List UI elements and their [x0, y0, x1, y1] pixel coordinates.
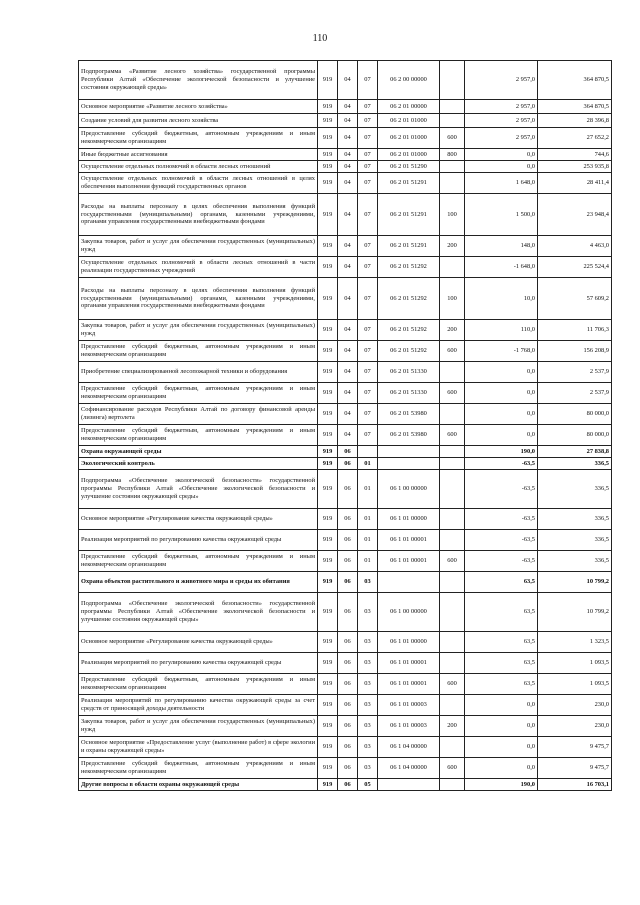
row-name: Предоставление субсидий бюджетным, автономным учреждениям и иным некоммерческим организациям [79, 341, 318, 362]
row-subsection-code: 03 [358, 653, 378, 674]
row-target-code: 06 1 01 00001 [378, 653, 440, 674]
row-section-code: 04 [338, 128, 358, 149]
row-target-code: 06 2 01 51292 [378, 320, 440, 341]
row-amount-change: 0,0 [465, 404, 538, 425]
row-section-code: 06 [338, 458, 358, 470]
table-row [79, 425, 612, 446]
row-expense-type [440, 100, 465, 114]
row-gr-code: 919 [318, 257, 338, 278]
row-expense-type [440, 695, 465, 716]
row-name: Предоставление субсидий бюджетным, автономным учреждениям и иным некоммерческим организациям [79, 383, 318, 404]
table-row [79, 341, 612, 362]
row-expense-type [440, 114, 465, 128]
row-amount-total: 364 870,5 [538, 100, 612, 114]
row-name: Другие вопросы в области охраны окружающей среды [79, 779, 318, 791]
row-target-code: 06 1 01 00003 [378, 695, 440, 716]
row-target-code: 06 2 01 51292 [378, 257, 440, 278]
row-gr-code: 919 [318, 194, 338, 236]
row-expense-type [440, 61, 465, 100]
row-amount-total: 2 537,9 [538, 383, 612, 404]
row-name: Иные бюджетные ассигнования [79, 149, 318, 161]
row-amount-change: 0,0 [465, 383, 538, 404]
row-gr-code: 919 [318, 737, 338, 758]
row-name: Охрана окружающей среды [79, 446, 318, 458]
row-amount-change: 2 957,0 [465, 61, 538, 100]
row-subsection-code: 07 [358, 320, 378, 341]
row-amount-total: 10 799,2 [538, 572, 612, 593]
row-section-code: 06 [338, 632, 358, 653]
row-gr-code: 919 [318, 320, 338, 341]
row-subsection-code: 07 [358, 278, 378, 320]
table-row [79, 161, 612, 173]
table-row [79, 779, 612, 791]
table-row [79, 278, 612, 320]
row-name: Предоставление субсидий бюджетным, автономным учреждениям и иным некоммерческим организациям [79, 551, 318, 572]
row-amount-change: 110,0 [465, 320, 538, 341]
row-subsection-code: 07 [358, 383, 378, 404]
row-subsection-code: 07 [358, 161, 378, 173]
row-amount-change: -63,5 [465, 470, 538, 509]
row-subsection-code: 07 [358, 114, 378, 128]
row-name: Основное мероприятие «Регулирование качества окружающей среды» [79, 632, 318, 653]
row-expense-type: 600 [440, 551, 465, 572]
table-row [79, 632, 612, 653]
row-target-code: 06 1 01 00003 [378, 716, 440, 737]
row-section-code: 06 [338, 593, 358, 632]
row-subsection-code: 03 [358, 695, 378, 716]
row-expense-type: 600 [440, 128, 465, 149]
row-amount-total: 28 411,4 [538, 173, 612, 194]
row-target-code: 06 1 04 00000 [378, 737, 440, 758]
row-amount-total: 230,0 [538, 716, 612, 737]
table-row [79, 383, 612, 404]
row-amount-change: -63,5 [465, 509, 538, 530]
row-expense-type: 200 [440, 320, 465, 341]
row-amount-total: 1 323,5 [538, 632, 612, 653]
row-section-code: 06 [338, 470, 358, 509]
row-section-code: 06 [338, 551, 358, 572]
row-gr-code: 919 [318, 458, 338, 470]
row-amount-change: 1 648,0 [465, 173, 538, 194]
table-row [79, 257, 612, 278]
table-row [79, 404, 612, 425]
row-target-code: 06 2 01 53980 [378, 425, 440, 446]
row-expense-type: 200 [440, 236, 465, 257]
table-row [79, 320, 612, 341]
row-gr-code: 919 [318, 404, 338, 425]
table-row [79, 530, 612, 551]
row-amount-total: 364 870,5 [538, 61, 612, 100]
row-section-code: 04 [338, 173, 358, 194]
row-target-code [378, 779, 440, 791]
row-section-code: 04 [338, 383, 358, 404]
row-section-code: 06 [338, 572, 358, 593]
row-subsection-code: 01 [358, 470, 378, 509]
row-section-code: 04 [338, 149, 358, 161]
row-subsection-code: 05 [358, 779, 378, 791]
row-amount-total: 23 948,4 [538, 194, 612, 236]
row-amount-total: 28 396,8 [538, 114, 612, 128]
row-gr-code: 919 [318, 236, 338, 257]
row-amount-change: 0,0 [465, 362, 538, 383]
row-amount-total: 27 838,8 [538, 446, 612, 458]
row-name: Подпрограмма «Обеспечение экологической безопасности» государственной программы Республики Алтай «Обеспечение экологической безопасности и улучшение состояния окружающей среды» [79, 593, 318, 632]
row-expense-type [440, 509, 465, 530]
row-name: Осуществление отдельных полномочий в области лесных отношений в части реализации государственных учреждений [79, 257, 318, 278]
row-amount-total: 336,5 [538, 470, 612, 509]
row-name: Предоставление субсидий бюджетным, автономным учреждениям и иным некоммерческим организациям [79, 128, 318, 149]
row-section-code: 04 [338, 61, 358, 100]
row-subsection-code: 07 [358, 404, 378, 425]
row-target-code: 06 2 01 53980 [378, 404, 440, 425]
row-expense-type [440, 737, 465, 758]
table-row [79, 446, 612, 458]
row-name: Создание условий для развития лесного хозяйства [79, 114, 318, 128]
row-amount-total: 744,6 [538, 149, 612, 161]
row-expense-type [440, 257, 465, 278]
row-gr-code: 919 [318, 446, 338, 458]
row-target-code: 06 1 04 00000 [378, 758, 440, 779]
row-amount-change: -1 648,0 [465, 257, 538, 278]
table-row [79, 572, 612, 593]
row-expense-type [440, 470, 465, 509]
row-amount-change: 63,5 [465, 593, 538, 632]
row-amount-change: 10,0 [465, 278, 538, 320]
row-gr-code: 919 [318, 572, 338, 593]
row-name: Охрана объектов растительного и животного мира и среды их обитания [79, 572, 318, 593]
page-number: 110 [312, 33, 328, 44]
row-target-code [378, 458, 440, 470]
row-target-code: 06 2 01 00000 [378, 100, 440, 114]
row-amount-total: 16 703,1 [538, 779, 612, 791]
row-gr-code: 919 [318, 530, 338, 551]
row-subsection-code: 07 [358, 341, 378, 362]
row-expense-type [440, 446, 465, 458]
table-row [79, 362, 612, 383]
row-amount-change: -63,5 [465, 458, 538, 470]
row-name: Реализация мероприятий по регулированию качества окружающей среды [79, 653, 318, 674]
row-subsection-code: 07 [358, 128, 378, 149]
row-gr-code: 919 [318, 100, 338, 114]
row-expense-type: 100 [440, 194, 465, 236]
row-target-code [378, 446, 440, 458]
row-expense-type: 600 [440, 758, 465, 779]
row-target-code: 06 2 01 01000 [378, 149, 440, 161]
row-section-code: 04 [338, 161, 358, 173]
row-amount-change: 0,0 [465, 425, 538, 446]
row-section-code: 06 [338, 674, 358, 695]
table-row [79, 61, 612, 100]
table-row [79, 128, 612, 149]
row-expense-type [440, 161, 465, 173]
row-target-code: 06 1 01 00001 [378, 530, 440, 551]
row-target-code: 06 2 01 51290 [378, 161, 440, 173]
row-amount-total: 4 463,0 [538, 236, 612, 257]
row-name: Реализация мероприятий по регулированию качества окружающей среды [79, 530, 318, 551]
table-row [79, 509, 612, 530]
row-name: Осуществление отдельных полномочий в области лесных отношений в целях обеспечения выполнения функций государственных органов [79, 173, 318, 194]
row-gr-code: 919 [318, 161, 338, 173]
row-section-code: 06 [338, 695, 358, 716]
row-section-code: 06 [338, 779, 358, 791]
row-target-code [378, 572, 440, 593]
row-expense-type [440, 458, 465, 470]
row-gr-code: 919 [318, 509, 338, 530]
row-name: Закупка товаров, работ и услуг для обеспечения государственных (муниципальных) нужд [79, 716, 318, 737]
row-amount-change: 148,0 [465, 236, 538, 257]
row-section-code: 06 [338, 530, 358, 551]
row-subsection-code: 07 [358, 149, 378, 161]
row-gr-code: 919 [318, 779, 338, 791]
row-amount-change: 63,5 [465, 653, 538, 674]
row-section-code: 04 [338, 341, 358, 362]
row-gr-code: 919 [318, 653, 338, 674]
row-gr-code: 919 [318, 173, 338, 194]
row-amount-change: 0,0 [465, 161, 538, 173]
row-amount-total: 9 475,7 [538, 737, 612, 758]
row-amount-total: 336,5 [538, 509, 612, 530]
row-name: Предоставление субсидий бюджетным, автономным учреждениям и иным некоммерческим организациям [79, 758, 318, 779]
row-target-code: 06 2 01 51330 [378, 362, 440, 383]
row-amount-total: 1 093,5 [538, 674, 612, 695]
row-section-code: 06 [338, 653, 358, 674]
table-row [79, 593, 612, 632]
row-section-code: 06 [338, 716, 358, 737]
row-gr-code: 919 [318, 278, 338, 320]
row-subsection-code: 07 [358, 173, 378, 194]
row-name: Основное мероприятие «Развитие лесного хозяйства» [79, 100, 318, 114]
row-target-code: 06 1 01 00000 [378, 509, 440, 530]
row-amount-total: 80 000,0 [538, 404, 612, 425]
row-amount-change: 0,0 [465, 737, 538, 758]
row-gr-code: 919 [318, 758, 338, 779]
row-section-code: 04 [338, 362, 358, 383]
row-amount-total: 336,5 [538, 458, 612, 470]
row-gr-code: 919 [318, 674, 338, 695]
row-amount-change: 0,0 [465, 716, 538, 737]
row-amount-change: 190,0 [465, 446, 538, 458]
row-subsection-code: 07 [358, 257, 378, 278]
row-section-code: 04 [338, 100, 358, 114]
row-gr-code: 919 [318, 632, 338, 653]
row-name: Подпрограмма «Обеспечение экологической безопасности» государственной программы Республики Алтай «Обеспечение экологической безопасности и улучшение состояния окружающей среды» [79, 470, 318, 509]
row-section-code: 06 [338, 446, 358, 458]
row-subsection-code: 07 [358, 362, 378, 383]
row-expense-type [440, 653, 465, 674]
row-target-code: 06 1 01 00001 [378, 551, 440, 572]
row-target-code: 06 1 00 00000 [378, 470, 440, 509]
row-name: Софинансирование расходов Республики Алтай по договору финансовой аренды (лизинга) вертолета [79, 404, 318, 425]
row-name: Предоставление субсидий бюджетным, автономным учреждениям и иным некоммерческим организациям [79, 425, 318, 446]
row-gr-code: 919 [318, 114, 338, 128]
table-row [79, 114, 612, 128]
row-gr-code: 919 [318, 362, 338, 383]
row-expense-type [440, 572, 465, 593]
row-gr-code: 919 [318, 128, 338, 149]
table-row [79, 173, 612, 194]
row-target-code: 06 2 01 51291 [378, 173, 440, 194]
table-row [79, 470, 612, 509]
table-row [79, 695, 612, 716]
row-subsection-code: 07 [358, 100, 378, 114]
row-amount-change: 0,0 [465, 695, 538, 716]
row-expense-type: 600 [440, 674, 465, 695]
row-amount-total: 156 208,9 [538, 341, 612, 362]
row-amount-total: 9 475,7 [538, 758, 612, 779]
row-expense-type [440, 530, 465, 551]
row-name: Расходы на выплаты персоналу в целях обеспечения выполнения функций государственными (муниципальными) органами, казенными учреждениями, органами управления государственными внебюджетными фондами [79, 278, 318, 320]
row-amount-total: 253 935,8 [538, 161, 612, 173]
row-amount-change: -63,5 [465, 530, 538, 551]
row-amount-change: 190,0 [465, 779, 538, 791]
row-expense-type [440, 362, 465, 383]
table-row [79, 653, 612, 674]
row-gr-code: 919 [318, 593, 338, 632]
row-name: Основное мероприятие «Регулирование качества окружающей среды» [79, 509, 318, 530]
row-section-code: 06 [338, 737, 358, 758]
row-amount-change: 2 957,0 [465, 128, 538, 149]
row-subsection-code [358, 446, 378, 458]
row-target-code: 06 1 01 00000 [378, 632, 440, 653]
row-target-code: 06 2 01 51291 [378, 194, 440, 236]
row-amount-total: 27 652,2 [538, 128, 612, 149]
row-amount-total: 2 537,9 [538, 362, 612, 383]
row-name: Основное мероприятие «Предоставление услуг (выполнение работ) в сфере экологии и охраны окружающей среды» [79, 737, 318, 758]
row-gr-code: 919 [318, 341, 338, 362]
row-subsection-code: 07 [358, 236, 378, 257]
row-section-code: 04 [338, 404, 358, 425]
row-gr-code: 919 [318, 551, 338, 572]
row-amount-total: 10 799,2 [538, 593, 612, 632]
row-section-code: 04 [338, 257, 358, 278]
row-amount-change: 63,5 [465, 572, 538, 593]
row-section-code: 04 [338, 236, 358, 257]
row-expense-type [440, 779, 465, 791]
table-row [79, 194, 612, 236]
row-target-code: 06 2 01 01000 [378, 128, 440, 149]
row-target-code: 06 1 01 00001 [378, 674, 440, 695]
row-amount-change: 63,5 [465, 674, 538, 695]
table-row [79, 716, 612, 737]
table-row [79, 236, 612, 257]
row-section-code: 04 [338, 425, 358, 446]
row-name: Расходы на выплаты персоналу в целях обеспечения выполнения функций государственными (муниципальными) органами, казенными учреждениями, органами управления государственными внебюджетными фондами [79, 194, 318, 236]
table-row [79, 458, 612, 470]
row-subsection-code: 03 [358, 632, 378, 653]
row-subsection-code: 07 [358, 425, 378, 446]
table-row [79, 674, 612, 695]
row-expense-type: 600 [440, 425, 465, 446]
row-target-code: 06 2 00 00000 [378, 61, 440, 100]
row-target-code: 06 2 01 51330 [378, 383, 440, 404]
row-subsection-code: 01 [358, 458, 378, 470]
row-amount-change: -63,5 [465, 551, 538, 572]
row-name: Закупка товаров, работ и услуг для обеспечения государственных (муниципальных) нужд [79, 236, 318, 257]
table-row [79, 551, 612, 572]
row-gr-code: 919 [318, 425, 338, 446]
row-expense-type: 200 [440, 716, 465, 737]
budget-table [78, 60, 612, 791]
row-target-code: 06 2 01 51292 [378, 341, 440, 362]
row-amount-total: 336,5 [538, 551, 612, 572]
row-amount-change: 0,0 [465, 758, 538, 779]
row-subsection-code: 01 [358, 509, 378, 530]
row-amount-total: 57 609,2 [538, 278, 612, 320]
row-gr-code: 919 [318, 695, 338, 716]
row-subsection-code: 03 [358, 572, 378, 593]
row-subsection-code: 03 [358, 758, 378, 779]
row-amount-total: 11 706,3 [538, 320, 612, 341]
row-expense-type: 600 [440, 341, 465, 362]
table-row [79, 100, 612, 114]
row-section-code: 04 [338, 194, 358, 236]
row-amount-total: 225 524,4 [538, 257, 612, 278]
row-amount-total: 1 093,5 [538, 653, 612, 674]
row-subsection-code: 03 [358, 716, 378, 737]
row-section-code: 06 [338, 509, 358, 530]
row-expense-type [440, 404, 465, 425]
row-amount-total: 80 000,0 [538, 425, 612, 446]
row-subsection-code: 03 [358, 674, 378, 695]
row-section-code: 04 [338, 278, 358, 320]
row-amount-change: 2 957,0 [465, 100, 538, 114]
row-subsection-code: 01 [358, 530, 378, 551]
table-row [79, 758, 612, 779]
row-section-code: 04 [338, 114, 358, 128]
row-amount-change: 63,5 [465, 632, 538, 653]
row-target-code: 06 2 01 51291 [378, 236, 440, 257]
row-expense-type [440, 593, 465, 632]
row-section-code: 04 [338, 320, 358, 341]
row-target-code: 06 2 01 51292 [378, 278, 440, 320]
row-gr-code: 919 [318, 383, 338, 404]
row-subsection-code: 03 [358, 593, 378, 632]
row-section-code: 06 [338, 758, 358, 779]
row-name: Реализация мероприятий по регулированию качества окружающей среды за счет средств от приносящей доходы деятельности [79, 695, 318, 716]
row-expense-type: 600 [440, 383, 465, 404]
row-target-code: 06 2 01 01000 [378, 114, 440, 128]
row-expense-type: 100 [440, 278, 465, 320]
row-gr-code: 919 [318, 61, 338, 100]
row-amount-total: 230,0 [538, 695, 612, 716]
row-name: Экологический контроль [79, 458, 318, 470]
row-amount-change: -1 768,0 [465, 341, 538, 362]
row-name: Подпрограмма «Развитие лесного хозяйства» государственной программы Республики Алтай «Обеспечение экологической безопасности и улучшение состояния окружающей среды» [79, 61, 318, 100]
table-row [79, 149, 612, 161]
table-row [79, 737, 612, 758]
row-name: Осуществление отдельных полномочий в области лесных отношений [79, 161, 318, 173]
row-gr-code: 919 [318, 149, 338, 161]
row-gr-code: 919 [318, 716, 338, 737]
row-name: Приобретение специализированной лесопожарной техники и оборудования [79, 362, 318, 383]
row-target-code: 06 1 00 00000 [378, 593, 440, 632]
row-subsection-code: 03 [358, 737, 378, 758]
row-amount-change: 1 500,0 [465, 194, 538, 236]
row-amount-change: 0,0 [465, 149, 538, 161]
row-subsection-code: 07 [358, 61, 378, 100]
row-name: Закупка товаров, работ и услуг для обеспечения государственных (муниципальных) нужд [79, 320, 318, 341]
row-amount-change: 2 957,0 [465, 114, 538, 128]
row-amount-total: 336,5 [538, 530, 612, 551]
row-expense-type [440, 632, 465, 653]
row-expense-type: 800 [440, 149, 465, 161]
row-name: Предоставление субсидий бюджетным, автономным учреждениям и иным некоммерческим организациям [79, 674, 318, 695]
row-subsection-code: 01 [358, 551, 378, 572]
row-gr-code: 919 [318, 470, 338, 509]
row-subsection-code: 07 [358, 194, 378, 236]
row-expense-type [440, 173, 465, 194]
